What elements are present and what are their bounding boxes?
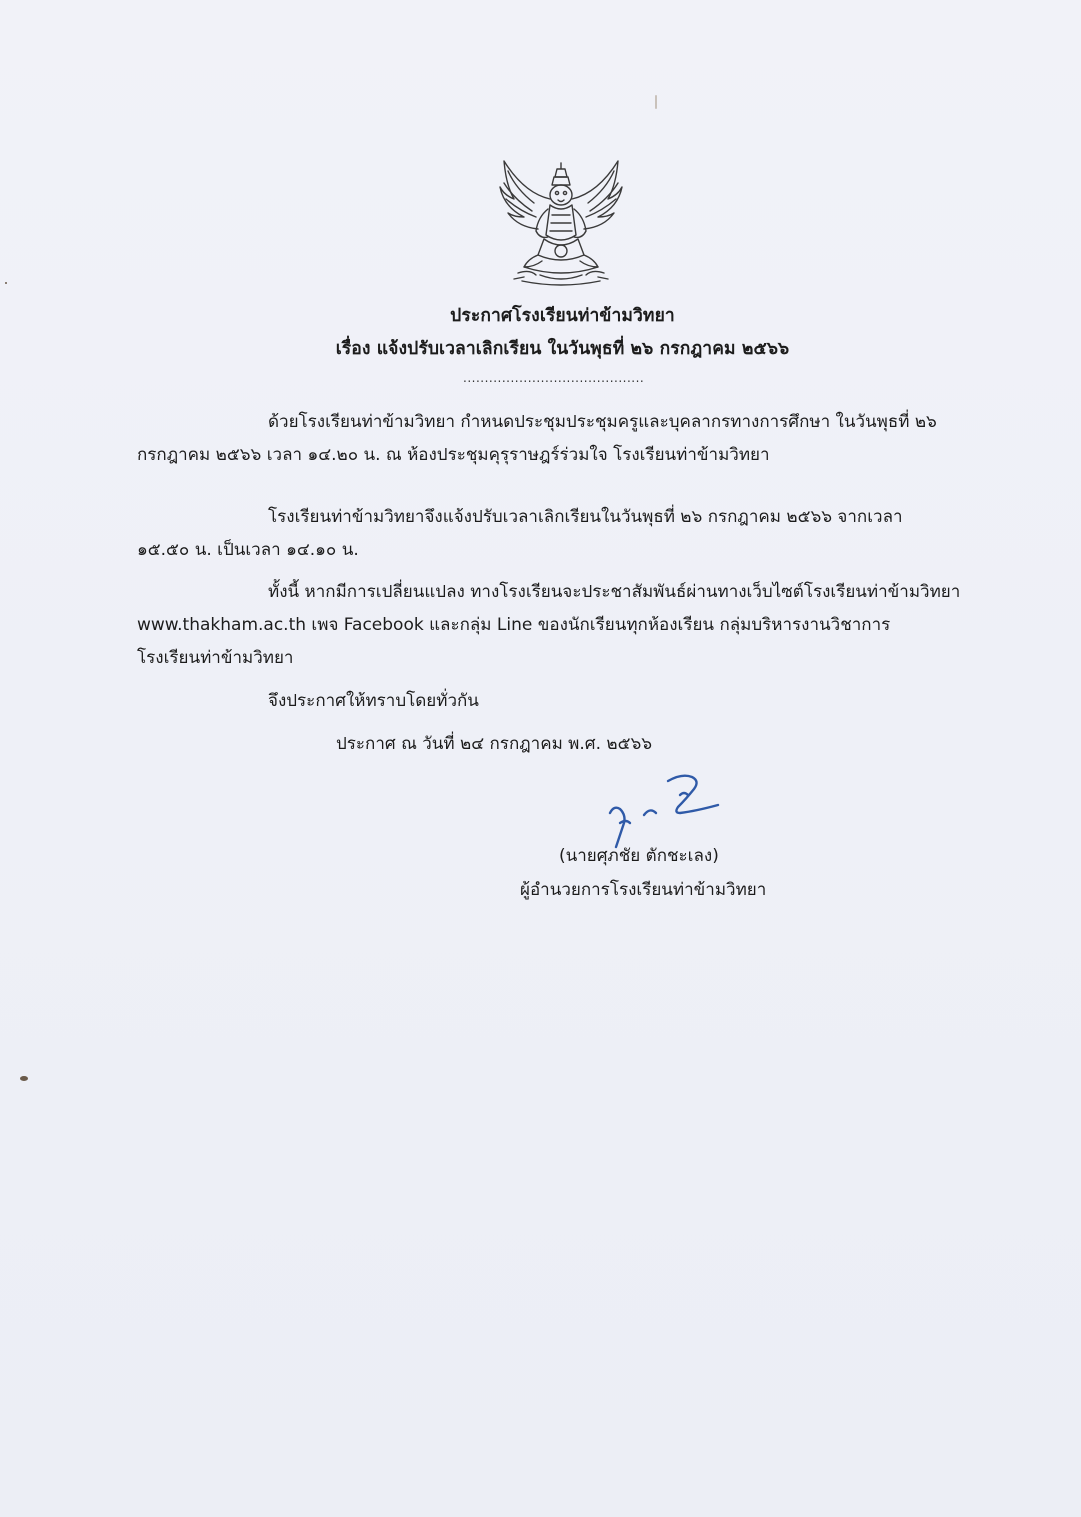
announcement-title: ประกาศโรงเรียนท่าข้ามวิทยา xyxy=(450,306,675,326)
paper-speck xyxy=(655,95,657,109)
paragraph-meeting-notice xyxy=(137,406,989,472)
paragraph-line: ทั้งนี้ หากมีการเปลี่ยนแปลง ทางโรงเรียนจะประชาสัมพันธ์ผ่านทางเว็บไซต์โรงเรียนท่าข้ามวิทยา xyxy=(268,582,961,602)
paragraph-line: โรงเรียนท่าข้ามวิทยาจึงแจ้งปรับเวลาเลิกเรียนในวันพุธที่ ๒๖ กรกฎาคม ๒๕๖๖ จากเวลา xyxy=(268,507,903,527)
announcement-date: ประกาศ ณ วันที่ ๒๔ กรกฎาคม พ.ศ. ๒๕๖๖ xyxy=(336,734,653,754)
announcement-subject: เรื่อง แจ้งปรับเวลาเลิกเรียน ในวันพุธที่ ๒๖ กรกฎาคม ๒๕๖๖ xyxy=(335,339,790,359)
paragraph-time-change xyxy=(137,501,989,567)
paragraph-line: โรงเรียนท่าข้ามวิทยา xyxy=(137,648,294,668)
paper-speck xyxy=(20,1076,28,1081)
title-separator: .......................................... xyxy=(463,371,645,385)
paragraph-public-relations xyxy=(137,576,989,675)
signer-position: ผู้อำนวยการโรงเรียนท่าข้ามวิทยา xyxy=(520,880,767,900)
paragraph-line: กรกฎาคม ๒๕๖๖ เวลา ๑๔.๒๐ น. ณ ห้องประชุมคุรุราษฎร์ร่วมใจ โรงเรียนท่าข้ามวิทยา xyxy=(137,445,770,465)
closing-line: จึงประกาศให้ทราบโดยทั่วกัน xyxy=(268,691,479,711)
paragraph-line: www.thakham.ac.th เพจ Facebook และกลุ่ม Line ของนักเรียนทุกห้องเรียน กลุ่มบริหารงานวิชาการ xyxy=(137,615,891,635)
signer-name: (นายศุภชัย ตักชะเลง) xyxy=(559,846,719,866)
paragraph-line: ด้วยโรงเรียนท่าข้ามวิทยา กำหนดประชุมประชุมครูและบุคลากรทางการศึกษา ในวันพุธที่ ๒๖ xyxy=(268,412,937,432)
closing-statement xyxy=(137,685,989,718)
paragraph-line: ๑๕.๕๐ น. เป็นเวลา ๑๔.๑๐ น. xyxy=(137,540,359,560)
garuda-emblem-icon xyxy=(494,155,628,290)
paper-speck xyxy=(5,282,7,284)
